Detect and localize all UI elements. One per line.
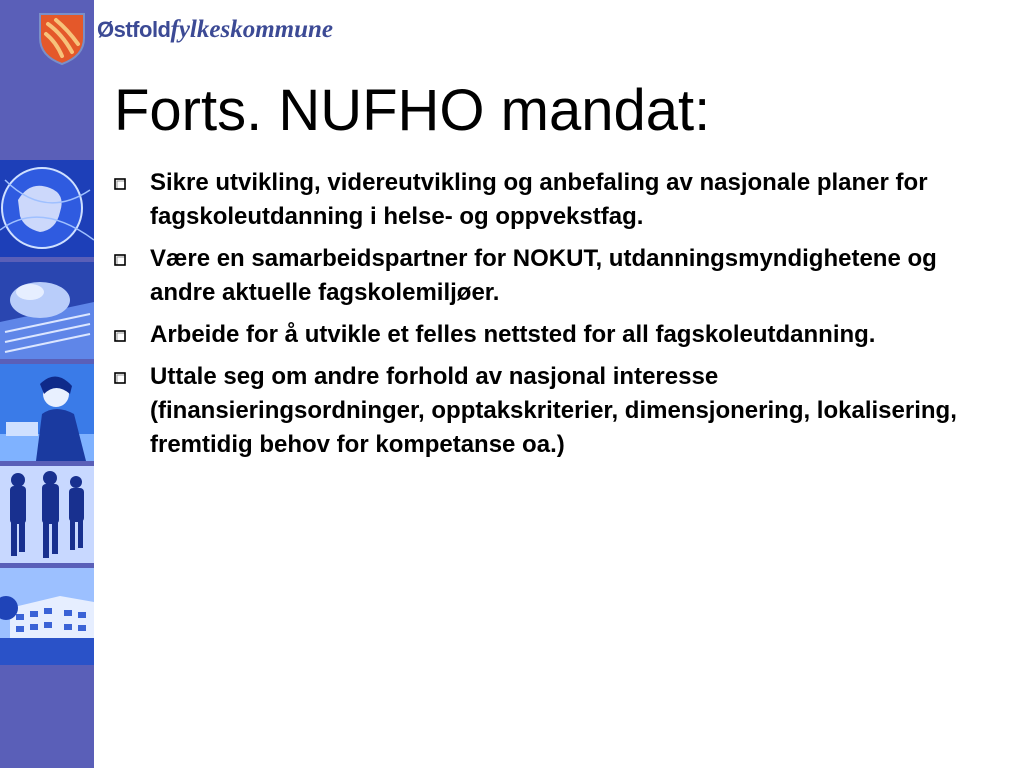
building-photo (0, 568, 94, 665)
square-outline-bullet-icon (114, 254, 126, 266)
square-outline-bullet-icon (114, 330, 126, 342)
keyboard-photo (0, 262, 94, 359)
coat-of-arms-icon (38, 12, 86, 71)
organization-logo-text (97, 12, 333, 47)
bullet-text: Være en samarbeidspartner for NOKUT, utdanningsmyndighetene og andre aktuelle fagskolemiljøer. (150, 245, 937, 306)
brand-name-italic: fylkeskommune (170, 16, 333, 43)
bullet-item (112, 242, 992, 310)
bullet-text: Sikre utvikling, videreutvikling og anbefaling av nasjonale planer for fagskoleutdanning i helse- og oppvekstfag. (150, 169, 928, 230)
bullet-text: Uttale seg om andre forhold av nasjonal interesse (finansieringsordninger, opptakskriterier, dimensjonering, lokalisering, fremtidig behov for kompetanse oa.) (150, 363, 957, 458)
square-outline-bullet-icon (114, 372, 126, 384)
globe-photo (0, 160, 94, 257)
sidebar-decoration (0, 0, 94, 768)
brand-name-bold: Østfold (97, 17, 171, 42)
bullet-item (112, 166, 992, 234)
bullet-text: Arbeide for å utvikle et felles nettsted for all fagskoleutdanning. (150, 321, 876, 348)
business-people-photo (0, 466, 94, 563)
bullet-item (112, 360, 992, 462)
office-worker-photo (0, 364, 94, 461)
square-outline-bullet-icon (114, 178, 126, 190)
bullet-list (112, 166, 992, 470)
slide-title: Forts. NUFHO mandat: (114, 78, 711, 143)
bullet-item (112, 318, 992, 352)
